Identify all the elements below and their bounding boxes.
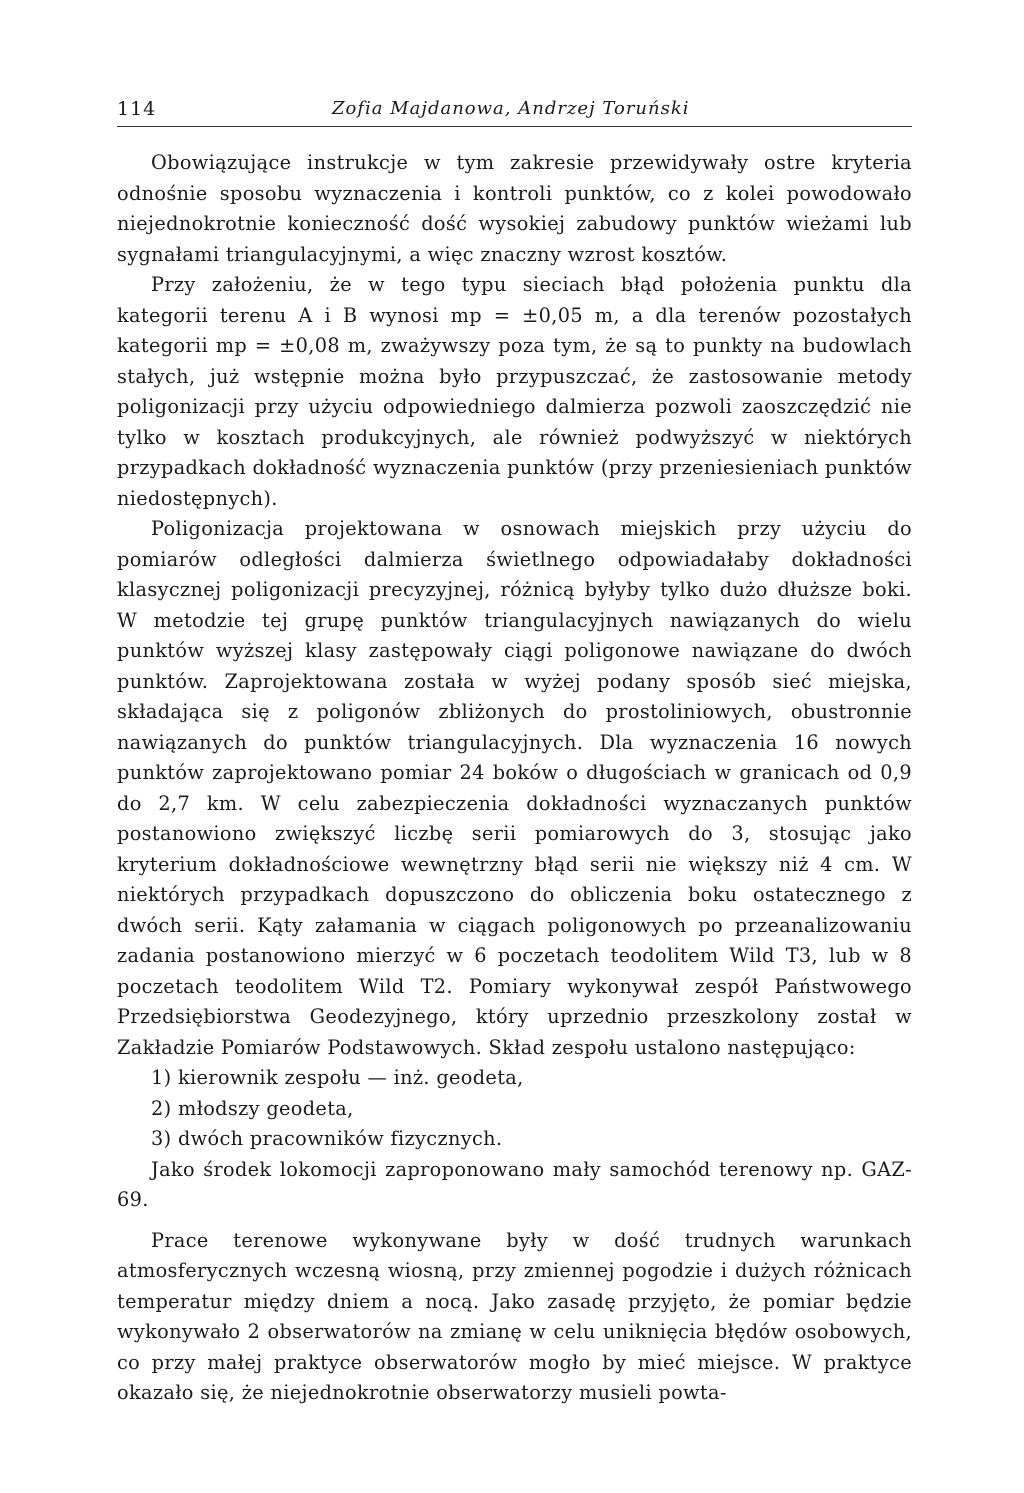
paragraph-vehicle: Jako środek lokomocji zaproponowano mały samochód terenowy np. GAZ-69. bbox=[117, 1157, 912, 1211]
paragraph-instructions: Obowiązujące instrukcje w tym zakresie przewidywały ostre kryteria odnośnie sposobu wyznaczenia i kontroli punktów, co z kolei powodowało niejednokrotnie konieczność dość wysokiej zabudowy punktów wieżami lub sygnałami triangulacyjnymi, a więc znaczny wzrost kosztów. bbox=[117, 151, 912, 266]
header-authors: Zofia Majdanowa, Andrzej Toruński bbox=[332, 98, 690, 119]
running-head bbox=[117, 98, 912, 130]
paragraph-polygonization: Poligonizacja projektowana w osnowach miejskich przy użyciu do pomiarów odległości dalmierza świetlnego odpowiadałaby dokładności klasycznej poligonizacji precyzyjnej, różnicą byłyby tylko dużo dłuższe boki. W metodzie tej grupę punktów triangulacyjnych nawiązanych do wielu punktów wyższej klasy zastępowały ciągi poligonowe nawiązane do dwóch punktów. Zaprojektowana została w wyżej podany sposób sieć miejska, składająca się z poligonów zbliżonych do prostoliniowych, obustronnie nawiązanych do punktów triangulacyjnych. Dla wyznaczenia 16 nowych punktów zaprojektowano pomiar 24 boków o długościach w granicach od 0,9 do 2,7 km. W celu zabezpieczenia dokładności wyznaczanych punktów postanowiono zwiększyć liczbę serii pomiarowych do 3, stosując jako kryterium dokładnościowe wewnętrzny błąd serii nie większy niż 4 cm. W niektórych przypadkach dopuszczono do obliczenia boku ostatecznego z dwóch serii. Kąty załamania w ciągach poligonowych po przeanalizowaniu zadania postanowiono mierzyć w 6 poczetach teodolitem Wild T3, lub w 8 poczetach teodolitem Wild T2. Pomiary wykonywał zespół Państwowego Przedsiębiorstwa Geodezyjnego, który uprzednio przeszkolony został w Zakładzie Pomiarów Podstawowych. Skład zespołu ustalono następująco: bbox=[117, 517, 912, 1059]
page-number: 114 bbox=[117, 98, 157, 120]
list-item: 2) młodszy geodeta, bbox=[151, 1096, 354, 1120]
team-list bbox=[117, 1063, 912, 1155]
body-text bbox=[117, 148, 912, 1409]
list-item: 3) dwóch pracowników fizycznych. bbox=[151, 1127, 503, 1150]
list-item: 1) kierownik zespołu — inż. geodeta, bbox=[151, 1066, 524, 1089]
header-rule bbox=[117, 126, 912, 127]
paragraph-fieldwork: Prace terenowe wykonywane były w dość trudnych warunkach atmosferycznych wczesną wiosną, przy zmiennej pogodzie i dużych różnicach temperatur między dniem a nocą. Jako zasadę przyjęto, że pomiar będzie wykonywało 2 obserwatorów na zmianę w celu uniknięcia błędów osobowych, co przy małej praktyce obserwatorów mogło by mieć miejsce. W praktyce okazało się, że niejednokrotnie obserwatorzy musieli powta- bbox=[117, 1228, 912, 1404]
paragraph-assumptions: Przy założeniu, że w tego typu sieciach błąd położenia punktu dla kategorii terenu A i B wynosi mp = ±0,05 m, a dla terenów pozostałych kategorii mp = ±0,08 m, zważywszy poza tym, że są to punkty na budowlach stałych, już wstępnie można było przypuszczać, że zastosowanie metody poligonizacji przy użyciu odpowiedniego dalmierza pozwoli zaoszczędzić nie tylko w kosztach produkcyjnych, ale również podwyższyć w niektórych przypadkach dokładność wyznaczenia punktów (przy przeniesieniach punktów niedostępnych). bbox=[117, 273, 912, 510]
paragraph-gap bbox=[117, 1216, 912, 1226]
